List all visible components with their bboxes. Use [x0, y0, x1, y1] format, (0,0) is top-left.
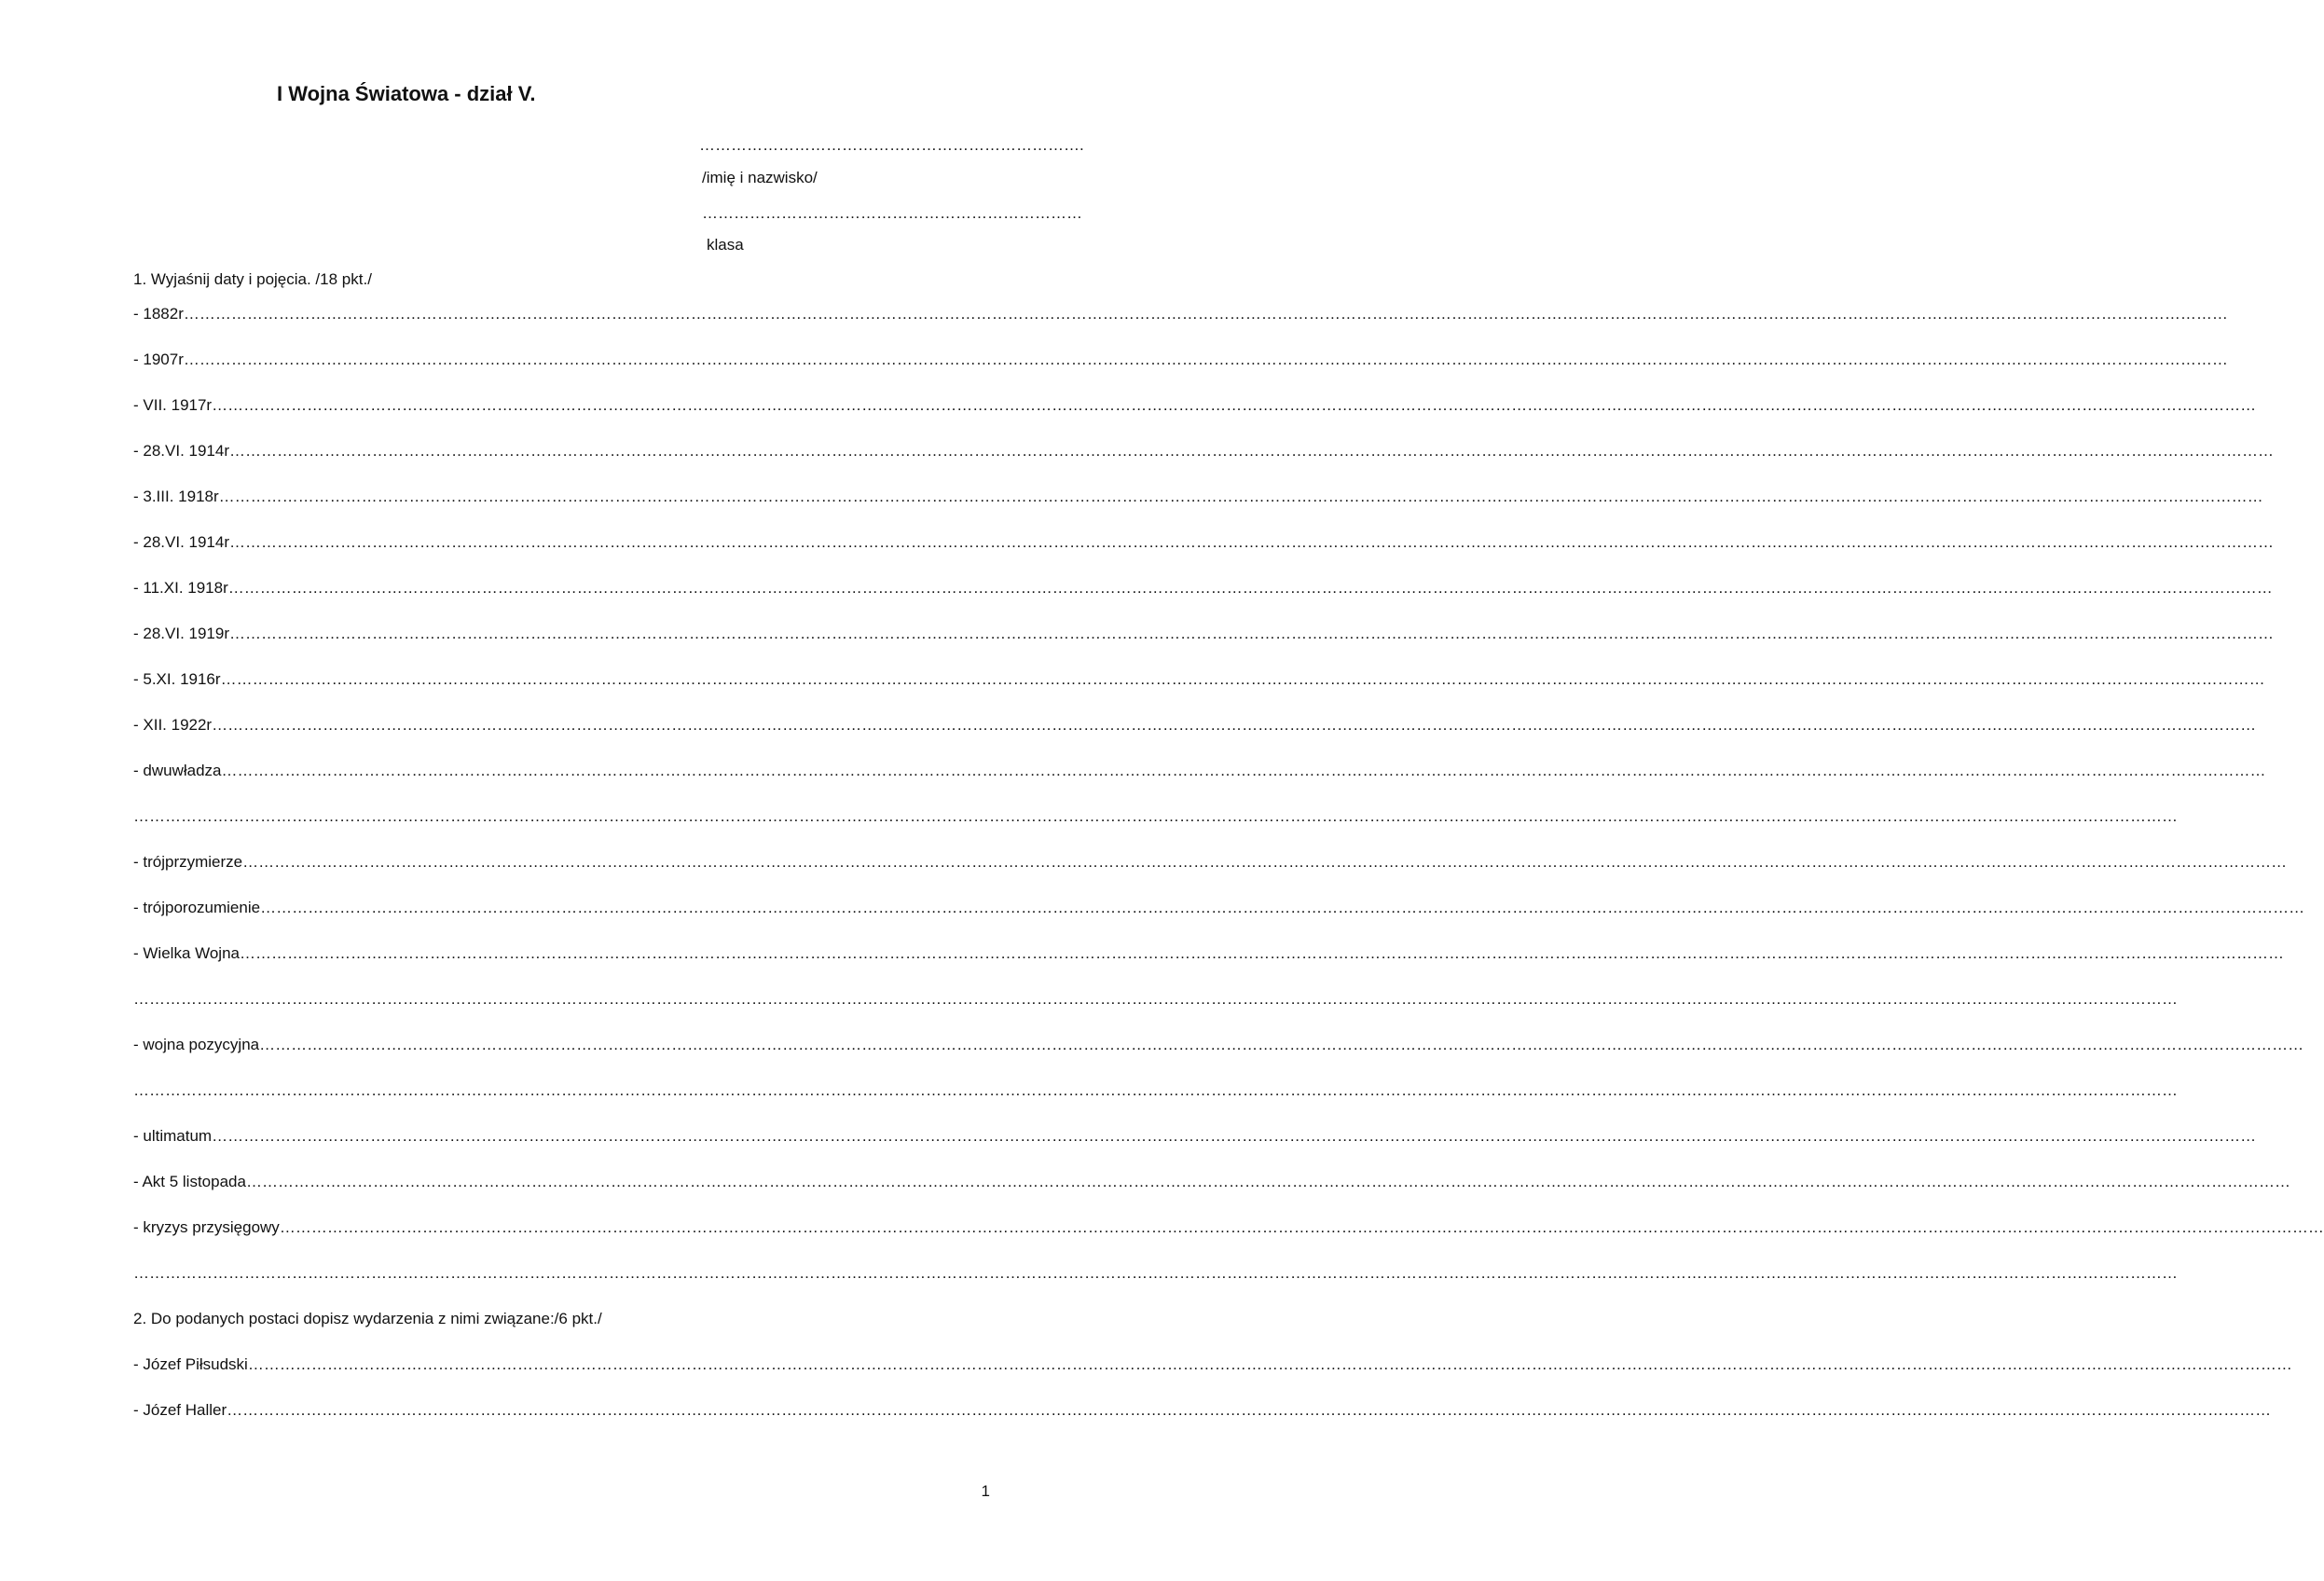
- answer-continuation-row: [133, 805, 2178, 851]
- row-label: - Akt 5 listopada: [133, 1173, 246, 1190]
- row-label: - XII. 1922r: [133, 716, 213, 734]
- answer-row: [133, 1217, 2324, 1262]
- answer-row: [133, 1354, 2292, 1399]
- answer-leader: ………………………………………………………………………………………………………………………………………………………………………………………………………………………………………………………………………………………………………………………………………………………: [279, 1218, 2324, 1236]
- answer-row: [133, 1034, 2304, 1079]
- answer-leader: ………………………………………………………………………………………………………………………………………………………………………………………………………………………………………………………………………………………………………………………………………………………: [240, 944, 2284, 962]
- row-label: - 28.VI. 1914r: [133, 533, 230, 551]
- answer-leader: ………………………………………………………………………………………………………………………………………………………………………………………………………………………………………………………………………………………………………………………………………………………: [229, 533, 2275, 551]
- answer-leader: ………………………………………………………………………………………………………………………………………………………………………………………………………………………………………………………………………………………………………………………………………………………: [212, 1127, 2257, 1145]
- row-label: - 1882r: [133, 305, 184, 323]
- answer-row: [133, 668, 2265, 714]
- class-label: klasa: [707, 236, 744, 254]
- answer-row: [133, 1171, 2290, 1217]
- answer-leader: ………………………………………………………………………………………………………………………………………………………………………………………………………………………………………………………………………………………………………………………………………………………: [259, 1036, 2304, 1053]
- answer-row: [133, 1399, 2272, 1445]
- answer-row: [133, 760, 2266, 805]
- row-label: - VII. 1917r: [133, 396, 213, 414]
- row-label: - Józef Haller: [133, 1401, 227, 1419]
- row-label: - Józef Piłsudski: [133, 1355, 248, 1373]
- answer-row: [133, 1125, 2257, 1171]
- row-label: - 1907r: [133, 351, 184, 368]
- answer-leader: ………………………………………………………………………………………………………………………………………………………………………………………………………………………………………………………………………………………………………………………………………………………: [212, 396, 2257, 414]
- row-label: - 28.VI. 1919r: [133, 625, 230, 642]
- answer-continuation-row: [133, 1262, 2178, 1308]
- row-label: - ultimatum: [133, 1127, 213, 1145]
- name-blank-line: ……………………………………………………………….: [699, 136, 1084, 154]
- answer-leader: ………………………………………………………………………………………………………………………………………………………………………………………………………………………………………………………………………………………………………………………………………………………: [183, 351, 2228, 368]
- answer-leader: ………………………………………………………………………………………………………………………………………………………………………………………………………………………………………………………………………………………………………………………………………………………: [245, 1173, 2290, 1190]
- answer-row: [133, 942, 2284, 988]
- answer-row: [133, 303, 2228, 349]
- answer-leader: ………………………………………………………………………………………………………………………………………………………………………………………………………………………………………………………………………………………………………………………………………………………: [133, 1264, 2178, 1282]
- row-label: - 11.XI. 1918r: [133, 579, 228, 597]
- row-label: - wojna pozycyjna: [133, 1036, 260, 1053]
- answer-row: [133, 394, 2257, 440]
- answer-leader: ………………………………………………………………………………………………………………………………………………………………………………………………………………………………………………………………………………………………………………………………………………………: [260, 899, 2305, 916]
- answer-leader: ………………………………………………………………………………………………………………………………………………………………………………………………………………………………………………………………………………………………………………………………………………………: [227, 579, 2273, 597]
- answer-leader: ………………………………………………………………………………………………………………………………………………………………………………………………………………………………………………………………………………………………………………………………………………………: [212, 716, 2257, 734]
- row-label: - 28.VI. 1914r: [133, 442, 230, 460]
- answer-leader: ………………………………………………………………………………………………………………………………………………………………………………………………………………………………………………………………………………………………………………………………………………………: [221, 762, 2266, 779]
- answer-leader: ………………………………………………………………………………………………………………………………………………………………………………………………………………………………………………………………………………………………………………………………………………………: [229, 625, 2275, 642]
- row-label: - trójprzymierze: [133, 853, 243, 871]
- answer-row: [133, 349, 2228, 394]
- answer-leader: ………………………………………………………………………………………………………………………………………………………………………………………………………………………………………………………………………………………………………………………………………………………: [218, 488, 2263, 505]
- answer-row: [133, 851, 2288, 897]
- answer-leader: ………………………………………………………………………………………………………………………………………………………………………………………………………………………………………………………………………………………………………………………………………………………: [229, 442, 2275, 460]
- answer-leader: ………………………………………………………………………………………………………………………………………………………………………………………………………………………………………………………………………………………………………………………………………………………: [133, 1081, 2178, 1099]
- answer-row: [133, 486, 2263, 531]
- answer-leader: ………………………………………………………………………………………………………………………………………………………………………………………………………………………………………………………………………………………………………………………………………………………: [220, 670, 2265, 688]
- row-label: - kryzys przysięgowy: [133, 1218, 280, 1236]
- answer-row: [133, 623, 2275, 668]
- answer-row: [133, 577, 2273, 623]
- row-label: - trójporozumienie: [133, 899, 261, 916]
- page-number: 1: [981, 1482, 990, 1500]
- section-2-heading: 2. Do podanych postaci dopisz wydarzenia z nimi związane:/6 pkt./: [133, 1310, 602, 1327]
- row-label: - 3.III. 1918r: [133, 488, 219, 505]
- answer-leader: ………………………………………………………………………………………………………………………………………………………………………………………………………………………………………………………………………………………………………………………………………………………: [133, 990, 2178, 1008]
- answer-leader: ………………………………………………………………………………………………………………………………………………………………………………………………………………………………………………………………………………………………………………………………………………………: [227, 1401, 2272, 1419]
- worksheet-body: [133, 268, 2324, 1445]
- answer-row: [133, 440, 2275, 486]
- row-label: - 5.XI. 1916r: [133, 670, 221, 688]
- answer-leader: ………………………………………………………………………………………………………………………………………………………………………………………………………………………………………………………………………………………………………………………………………………………: [183, 305, 2228, 323]
- answer-leader: ………………………………………………………………………………………………………………………………………………………………………………………………………………………………………………………………………………………………………………………………………………………: [133, 807, 2178, 825]
- answer-row: [133, 897, 2305, 942]
- answer-continuation-row: [133, 988, 2178, 1034]
- class-blank-line: ………………………………………………………………: [702, 204, 1082, 222]
- answer-leader: ………………………………………………………………………………………………………………………………………………………………………………………………………………………………………………………………………………………………………………………………………………………: [242, 853, 2288, 871]
- answer-continuation-row: [133, 1079, 2178, 1125]
- row-label: - Wielka Wojna: [133, 944, 240, 962]
- answer-row: [133, 531, 2275, 577]
- page-title: I Wojna Światowa - dział V.: [277, 82, 536, 105]
- section-1-heading: 1. Wyjaśnij daty i pojęcia. /18 pkt./: [133, 270, 372, 288]
- answer-leader: ………………………………………………………………………………………………………………………………………………………………………………………………………………………………………………………………………………………………………………………………………………………: [247, 1355, 2292, 1373]
- row-label: - dwuwładza: [133, 762, 222, 779]
- answer-row: [133, 714, 2257, 760]
- name-label: /imię i nazwisko/: [702, 169, 818, 186]
